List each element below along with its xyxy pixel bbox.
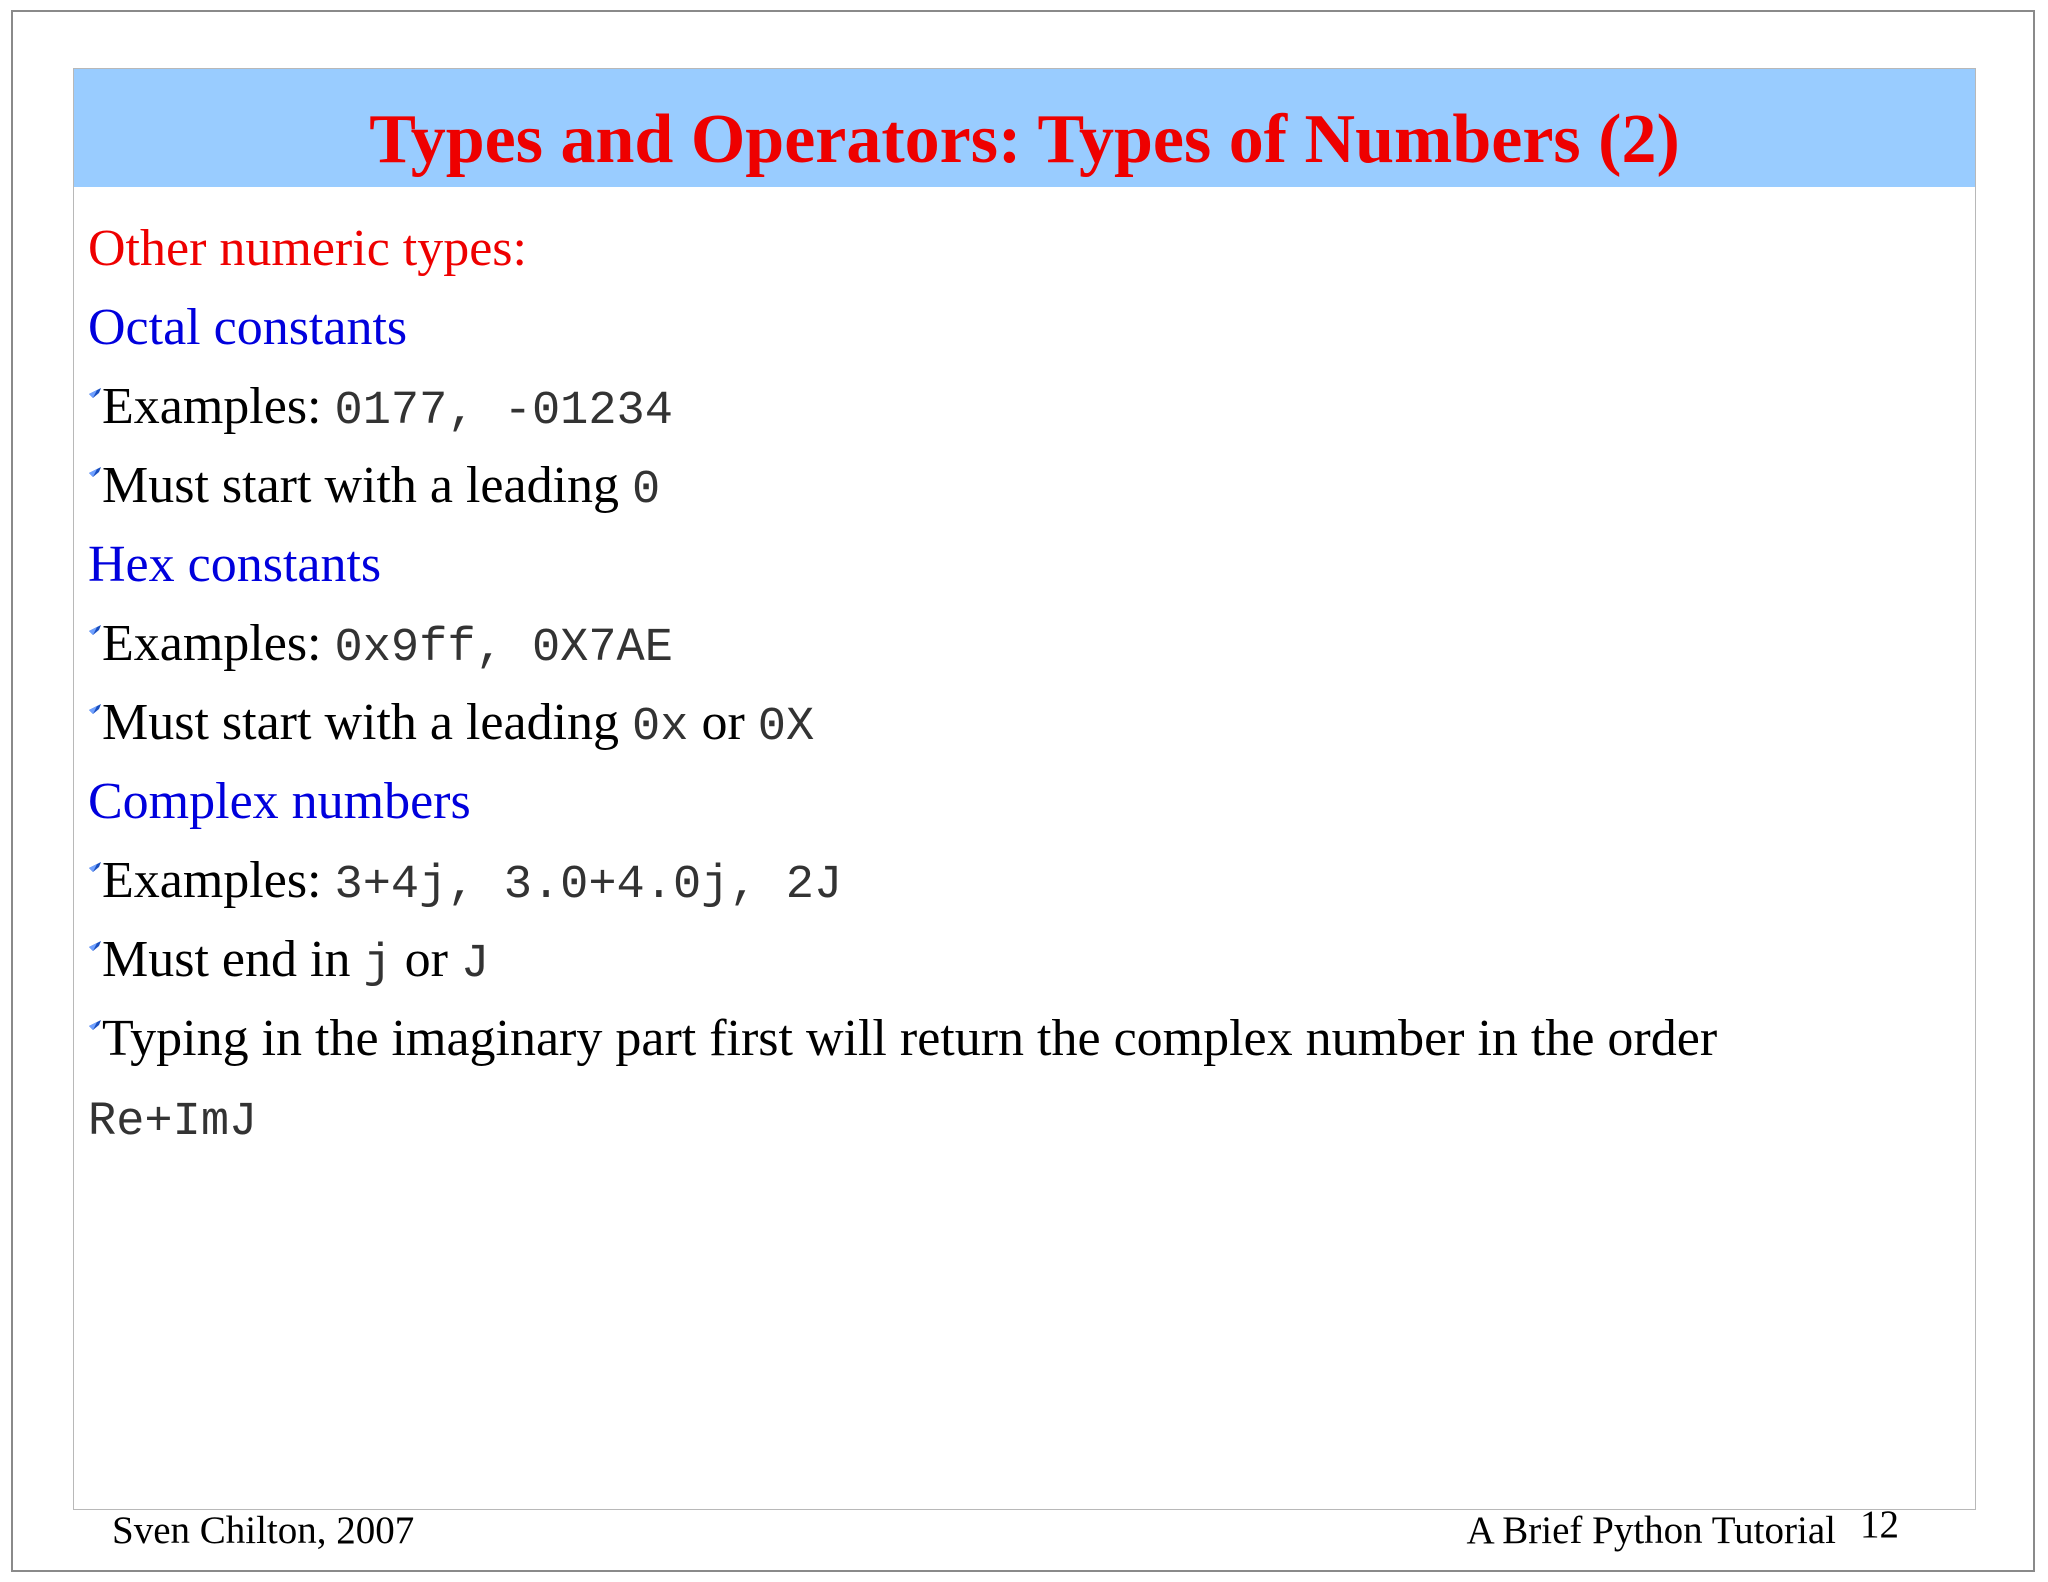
page-number: 12 bbox=[1860, 1503, 1899, 1546]
footer-author: Sven Chilton, 2007 bbox=[112, 1509, 415, 1552]
bullet-text-mid: or bbox=[391, 931, 461, 988]
intro-text: Other numeric types: bbox=[88, 220, 527, 277]
code-text: 0x9ff, 0X7AE bbox=[334, 622, 673, 675]
footer-deck-title: A Brief Python Tutorial bbox=[1466, 1509, 1836, 1552]
code-text: 0x bbox=[632, 701, 689, 754]
bullet-icon bbox=[88, 930, 102, 990]
bullet-icon bbox=[88, 377, 102, 437]
code-text-2: J bbox=[461, 938, 490, 991]
section-heading-complex: Complex numbers bbox=[88, 773, 471, 830]
section-heading-hex: Hex constants bbox=[88, 536, 382, 593]
bullet-icon bbox=[88, 693, 102, 753]
bullet-text: Must end in bbox=[102, 931, 364, 988]
bullet-text: Typing in the imaginary part first will return the complex number in the order bbox=[102, 1010, 1718, 1067]
bullet-hex-rule bbox=[88, 693, 814, 753]
bullet-text: Must start with a leading bbox=[102, 457, 633, 514]
code-text: 3+4j, 3.0+4.0j, 2J bbox=[334, 859, 843, 912]
slide-title: Types and Operators: Types of Numbers (2) bbox=[369, 101, 1680, 178]
bullet-octal-rule bbox=[88, 456, 660, 516]
bullet-text: Examples: bbox=[102, 852, 335, 909]
bullet-complex-order bbox=[88, 1009, 1717, 1069]
bullet-icon bbox=[88, 456, 102, 516]
code-text: Re+ImJ bbox=[88, 1096, 258, 1149]
slide bbox=[73, 68, 1976, 1510]
code-text: 0 bbox=[632, 464, 661, 517]
code-text: j bbox=[363, 938, 392, 991]
bullet-text: Examples: bbox=[102, 378, 335, 435]
bullet-icon bbox=[88, 851, 102, 911]
section-heading-octal: Octal constants bbox=[88, 299, 408, 356]
code-text-2: 0X bbox=[757, 701, 815, 754]
bullet-complex-order-continuation bbox=[88, 1088, 257, 1148]
code-text: 0177, -01234 bbox=[334, 385, 673, 438]
bullet-text: Examples: bbox=[102, 615, 335, 672]
bullet-text: Must start with a leading bbox=[102, 694, 633, 751]
bullet-hex-examples bbox=[88, 614, 673, 674]
bullet-complex-examples bbox=[88, 851, 842, 911]
bullet-octal-examples bbox=[88, 377, 673, 437]
bullet-complex-rule bbox=[88, 930, 489, 990]
bullet-text-mid: or bbox=[688, 694, 758, 751]
bullet-icon bbox=[88, 614, 102, 674]
bullet-icon bbox=[88, 1009, 102, 1069]
